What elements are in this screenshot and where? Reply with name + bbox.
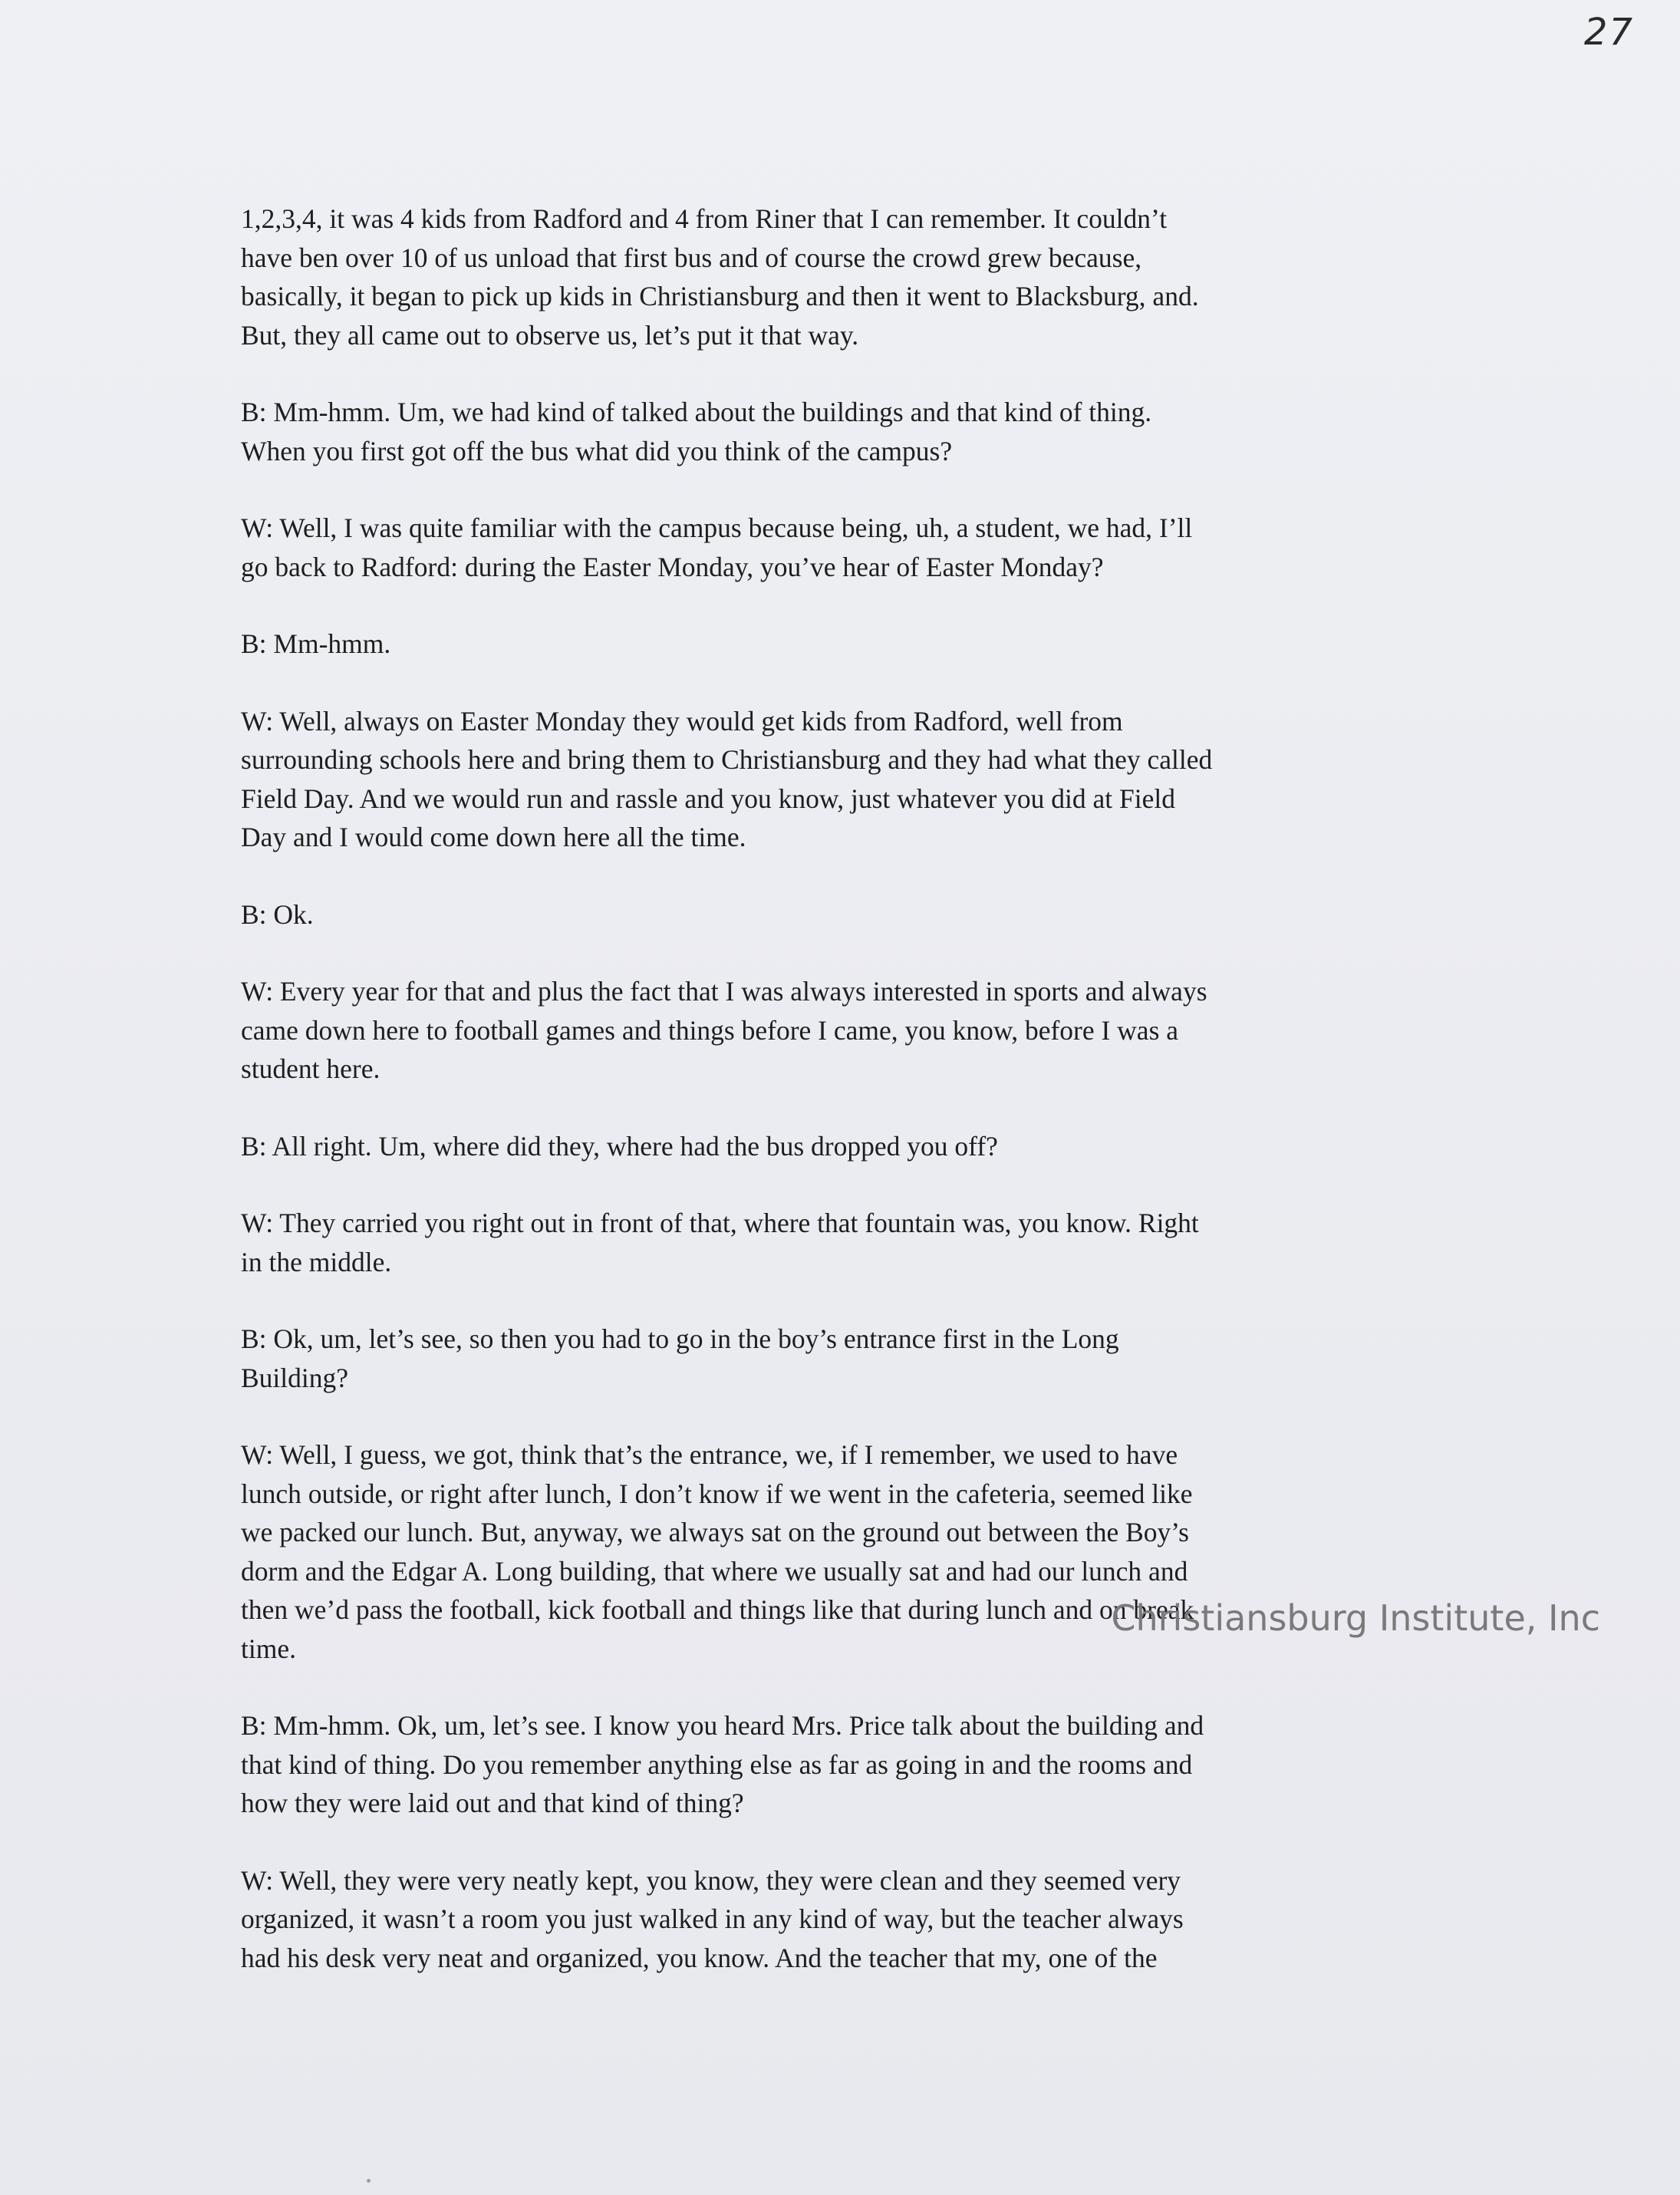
- transcript-paragraph: B: Mm-hmm. Um, we had kind of talked about the buildings and that kind of thing. When you first got off the bus what did you think of the campus?: [241, 397, 1152, 466]
- transcript-paragraph: B: Mm-hmm. Ok, um, let’s see. I know you heard Mrs. Price talk about the building and that kind of thing. Do you remember anything else as far as going in and the rooms and how they were laid out and that kind of thing?: [241, 1710, 1204, 1818]
- transcript-body: [241, 199, 1484, 2015]
- transcript-paragraph: B: All right. Um, where did they, where had the bus dropped you off?: [241, 1130, 998, 1162]
- page-number: 27: [1583, 11, 1634, 54]
- transcript-paragraph: 1,2,3,4, it was 4 kids from Radford and 4 from Riner that I can remember. It couldn’t have ben over 10 of us unload that first bus and of course the crowd grew because, basically, it began to pick up kids in Christiansburg and then it went to Blacksburg, and. But, they all came out to observe us, let’s put it that way.: [241, 203, 1199, 351]
- transcript-paragraph: W: Well, always on Easter Monday they would get kids from Radford, well from surrounding schools here and bring them to Christiansburg and they had what they called Field Day. And we would run and rassle and you know, just whatever you did at Field Day and I would come down here all the time.: [241, 705, 1213, 852]
- transcript-paragraph: W: Well, I guess, we got, think that’s the entrance, we, if I remember, we used to have lunch outside, or right after lunch, I don’t know if we went in the cafeteria, seemed like we packed our lunch. But, anyway, we always sat on the ground out between the Boy’s dorm and the Edgar A. Long building, that where we usually sat and had our lunch and then we’d pass the football, kick football and things like that during lunch and on break time.: [241, 1439, 1194, 1664]
- watermark: Christiansburg Institute, Inc: [1111, 1597, 1600, 1639]
- transcript-paragraph: B: Mm-hmm.: [241, 628, 391, 659]
- transcript-paragraph: W: Well, they were very neatly kept, you know, they were clean and they seemed very organized, it wasn’t a room you just walked in any kind of way, but the teacher always had his desk very neat and organized, you know. And the teacher that my, one of the: [241, 1864, 1184, 1973]
- transcript-paragraph: B: Ok.: [241, 898, 314, 930]
- transcript-paragraph: W: They carried you right out in front of that, where that fountain was, you know. Right in the middle.: [241, 1208, 1199, 1277]
- transcript-paragraph: W: Well, I was quite familiar with the campus because being, uh, a student, we had, I’ll go back to Radford: during the Easter Monday, you’ve hear of Easter Monday?: [241, 512, 1193, 582]
- paper-speck: [367, 2179, 371, 2183]
- transcript-paragraph: B: Ok, um, let’s see, so then you had to go in the boy’s entrance first in the Long Building?: [241, 1323, 1119, 1393]
- transcript-paragraph: W: Every year for that and plus the fact that I was always interested in sports and always came down here to football games and things before I came, you know, before I was a student here.: [241, 976, 1207, 1084]
